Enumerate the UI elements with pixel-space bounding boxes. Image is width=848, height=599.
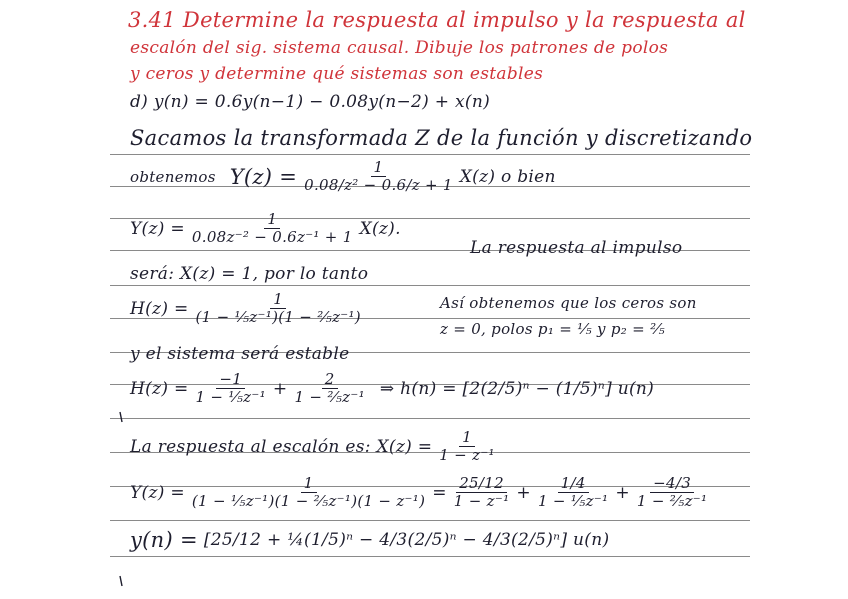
stable-line: y el sistema será estable: [130, 344, 350, 364]
problem-heading-line1: 3.41 Determine la respuesta al impulso y la respuesta al: [128, 8, 746, 32]
Yz-lhs: Y(z) =: [229, 164, 298, 189]
Yz2-tail: X(z).: [359, 218, 401, 239]
yn-equation: [130, 528, 609, 552]
Ystep-term3-numerator: −4/3: [650, 476, 694, 493]
Ystep-term2-denominator: 1 − ⅕z⁻¹: [537, 491, 609, 510]
margin-tick-icon: [118, 410, 130, 424]
Ystep-lhs: Y(z) =: [130, 482, 185, 503]
obtain-label: obtenemos: [130, 167, 216, 186]
Hz-pf-term1-denominator: 1 − ⅕z⁻¹: [195, 387, 266, 406]
Hz-denominator: (1 − ⅕z⁻¹)(1 − ⅖z⁻¹): [195, 307, 361, 326]
Hz-lhs: H(z) =: [130, 298, 189, 319]
Ystep-term3: [634, 476, 710, 509]
yn-rhs: [25/12 + ¼(1/5)ⁿ − 4/3(2/5)ⁿ − 4/3(2/5)ⁿ] u(n): [203, 530, 610, 550]
Yz-numerator: 1: [371, 160, 387, 177]
Hz-pf-term2-denominator: 1 − ⅖z⁻¹: [294, 387, 365, 406]
ruled-line: [110, 154, 750, 155]
Yz-denominator: 0.08/z² − 0.6/z + 1: [304, 175, 453, 194]
ruled-line: [110, 418, 750, 419]
step-line: [130, 430, 502, 463]
step-numerator: 1: [459, 430, 475, 447]
ruled-line: [110, 556, 750, 557]
step-fraction: [436, 430, 498, 463]
impulse-note: La respuesta al impulso: [470, 238, 683, 258]
Ystep-term1-denominator: 1 − z⁻¹: [453, 491, 510, 510]
Ystep-denominator: (1 − ⅕z⁻¹)(1 − ⅖z⁻¹)(1 − z⁻¹): [191, 491, 426, 510]
Ystep-equation: Y(z) = $\frac{1}{\text{(1 − ⅕z⁻¹)(1 − ⅖z⁻¹)(1 − z⁻¹)}}$ = $\frac{25/12}{\text{1 − z⁻¹}}$ + $\frac{1/4}{\text{1 − ⅕z⁻¹}}$ + $\frac{-4/3}{\text{1 − ⅖z⁻¹}}$: [130, 476, 714, 509]
Hz-fraction: [193, 292, 364, 325]
yn-lhs: y(n) =: [130, 528, 198, 552]
Hz-equation: [130, 292, 368, 325]
problem-heading-line3: y ceros y determine qué sistemas son estables: [130, 64, 544, 84]
Ystep-term3-denominator: 1 − ⅖z⁻¹: [636, 491, 708, 510]
Yz-tail: X(z) o bien: [459, 166, 556, 187]
Hz-pf-arrow-result: ⇒ h(n) = [2(2/5)ⁿ − (1/5)ⁿ] u(n): [379, 378, 655, 399]
ruled-line: [110, 520, 750, 521]
Hz-pf-lhs: H(z) =: [130, 378, 189, 399]
Yz-fraction: [301, 160, 456, 193]
solution-intro: Sacamos la transformada Z de la función y discretizando: [130, 126, 753, 150]
Ystep-numerator: 1: [301, 476, 317, 493]
result-line2: z = 0, polos p₁ = ⅕ y p₂ = ⅖: [440, 320, 665, 338]
Yz-equation: [130, 160, 556, 193]
Hz-numerator: 1: [270, 292, 286, 309]
Yz2-lhs: Y(z) =: [130, 218, 185, 239]
Hz-pf-term2-numerator: 2: [322, 372, 338, 389]
result-line1: Así obtenemos que los ceros son: [440, 294, 697, 312]
Ystep-term1: [451, 476, 513, 509]
Ystep-eq: =: [432, 482, 447, 503]
Ystep-fraction: [189, 476, 428, 509]
Ystep-term2: [535, 476, 611, 509]
step-line-text: La respuesta al escalón es: X(z) =: [130, 436, 433, 457]
sera-line: será: X(z) = 1, por lo tanto: [130, 264, 369, 284]
Ystep-term1-numerator: 25/12: [456, 476, 507, 493]
Hz-pf-plus: +: [272, 378, 288, 399]
Yz2-equation: [130, 212, 401, 245]
Yz2-fraction: [189, 212, 356, 245]
Hz-pf-term1: [193, 372, 269, 405]
Hz-partial-fractions: [130, 372, 654, 405]
Yz2-numerator: 1: [264, 212, 280, 229]
Ystep-term2-numerator: 1/4: [558, 476, 589, 493]
Hz-pf-term2: [291, 372, 367, 405]
margin-tick-icon: [118, 574, 130, 588]
step-denominator: 1 − z⁻¹: [439, 445, 495, 464]
problem-part-d: d) y(n) = 0.6y(n−1) − 0.08y(n−2) + x(n): [130, 92, 491, 112]
Hz-pf-term1-numerator: −1: [216, 372, 245, 389]
ruled-line: [110, 285, 750, 286]
problem-heading-line2: escalón del sig. sistema causal. Dibuje los patrones de polos: [130, 38, 669, 58]
Yz2-denominator: 0.08z⁻² − 0.6z⁻¹ + 1: [191, 227, 353, 246]
